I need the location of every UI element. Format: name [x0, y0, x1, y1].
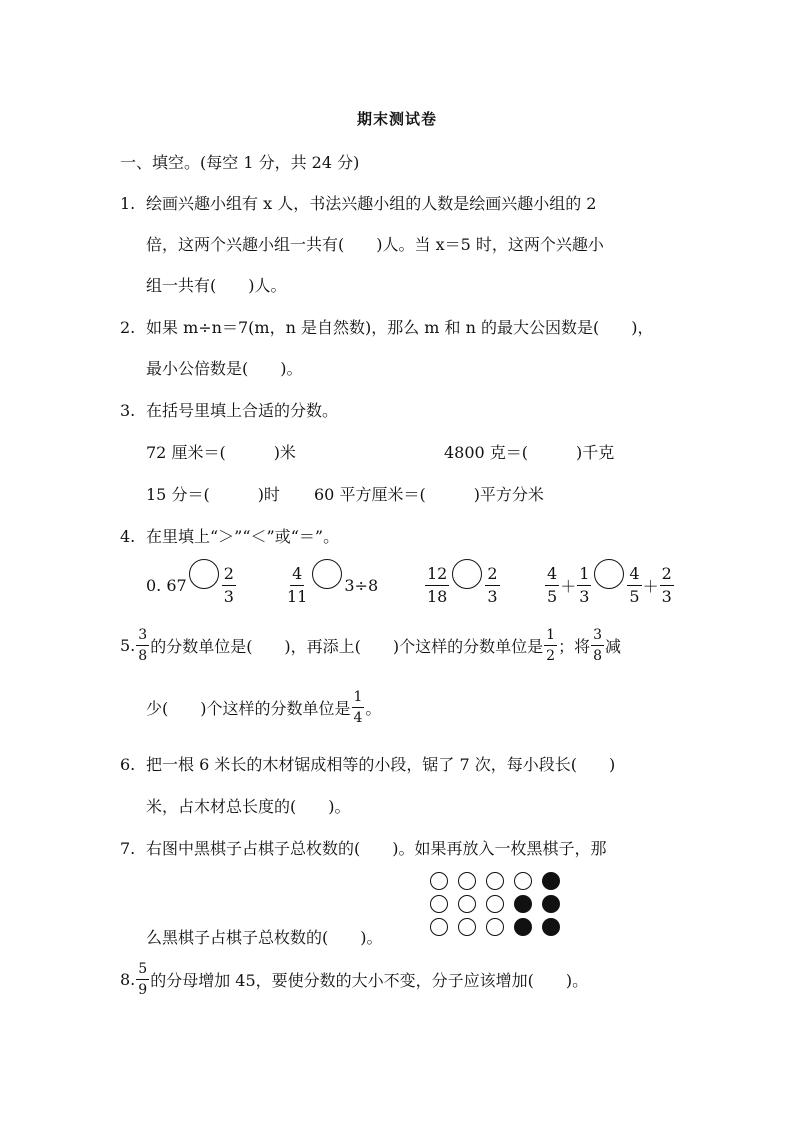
- white-chess-piece: [486, 918, 504, 936]
- section-heading: 一、填空。(每空 1 分，共 24 分): [120, 153, 360, 172]
- chess-pieces-figure: [430, 872, 566, 938]
- black-chess-piece: [514, 918, 532, 936]
- q7-line2: 么黑棋子占棋子总枚数的( )。: [146, 928, 383, 947]
- white-chess-piece: [514, 872, 532, 890]
- q1-text1: 绘画兴趣小组有 x 人，书法兴趣小组的人数是绘画兴趣小组的 2: [146, 194, 597, 213]
- page-title: 期末测试卷: [356, 110, 437, 128]
- black-chess-piece: [514, 895, 532, 913]
- q2-line1: [120, 315, 654, 338]
- fraction: $\frac{4}{11}$: [287, 564, 308, 606]
- fraction: $\frac{5}{9}$: [138, 961, 148, 998]
- q4-expr2-right: 3÷8: [344, 576, 379, 595]
- q3-item-d: 60 平方厘米＝( )平方分米: [314, 485, 544, 504]
- q7-text1: 右图中黑棋子占棋子总枚数的( )。如果再放入一枚黑棋子，那: [146, 839, 607, 858]
- white-chess-piece: [430, 895, 448, 913]
- compare-circle[interactable]: [312, 559, 342, 589]
- fraction: $\frac{4}{5}$: [547, 564, 558, 606]
- q6-text1: 把一根 6 米长的木材锯成相等的小段，锯了 7 次，每小段长( ): [146, 755, 616, 774]
- q5-text3: 减: [605, 637, 622, 656]
- white-chess-piece: [458, 918, 476, 936]
- compare-circle[interactable]: [452, 559, 482, 589]
- white-chess-piece: [486, 872, 504, 890]
- q1-line3: 组一共有( )人。: [146, 276, 287, 295]
- q4-expr3: [424, 566, 501, 605]
- q6-number: 6.: [120, 755, 136, 774]
- q8-text1: 的分母增加 45，要使分数的大小不变，分子应该增加( )。: [150, 971, 589, 990]
- q4-line1: [120, 524, 339, 547]
- q3-number: 3.: [120, 401, 136, 420]
- plus-sign: ＋: [642, 577, 659, 596]
- q4-expr1: [146, 566, 237, 605]
- compare-circle[interactable]: [189, 559, 219, 589]
- q3-item-c: 15 分＝( )时: [146, 485, 280, 504]
- q6-line1: [120, 752, 615, 775]
- q5-line2: [146, 690, 381, 725]
- q1-number: 1.: [120, 194, 136, 213]
- q2-number: 2.: [120, 318, 136, 337]
- q4-expr2: [284, 566, 378, 605]
- fraction: $\frac{2}{3}$: [223, 564, 234, 606]
- q1-line2: 倍，这两个兴趣小组一共有( )人。当 x＝5 时，这两个兴趣小: [146, 235, 604, 254]
- fraction: $\frac{12}{18}$: [427, 564, 448, 606]
- q7-number: 7.: [120, 839, 136, 858]
- q5-line1: [120, 628, 621, 663]
- fraction: $\frac{1}{3}$: [579, 564, 590, 606]
- plus-sign: ＋: [560, 577, 577, 596]
- q4-expr4: [544, 566, 675, 605]
- q2-text1: 如果 m÷n＝7(m，n 是自然数)，那么 m 和 n 的最大公因数是( )，: [146, 318, 654, 337]
- q4-expr1-left: 0. 67: [146, 576, 187, 595]
- q5-text4: 少( )个这样的分数单位是: [146, 699, 351, 718]
- q4-number: 4.: [120, 527, 136, 546]
- q5-text1: 的分数单位是( )，再添上( )个这样的分数单位是: [150, 637, 544, 656]
- black-chess-piece: [542, 895, 560, 913]
- q7-line1: [120, 836, 607, 859]
- q2-line2: 最小公倍数是( )。: [146, 359, 303, 378]
- white-chess-piece: [486, 895, 504, 913]
- q3-text1: 在括号里填上合适的分数。: [146, 401, 339, 420]
- white-chess-piece: [458, 872, 476, 890]
- black-chess-piece: [542, 872, 560, 890]
- q6-line2: 米，占木材总长度的( )。: [146, 797, 351, 816]
- q8-number: 8.: [120, 970, 136, 989]
- black-chess-piece: [542, 918, 560, 936]
- q4-text1: 在里填上“＞”“＜”或“＝”。: [146, 527, 340, 546]
- fraction: $\frac{2}{3}$: [487, 564, 498, 606]
- q5-text2: ；将: [558, 637, 591, 656]
- q3-item-b: 4800 克＝( )千克: [444, 443, 615, 462]
- fraction: $\frac{2}{3}$: [661, 564, 672, 606]
- q5-text5: 。: [365, 699, 382, 718]
- compare-circle[interactable]: [594, 559, 624, 589]
- fraction: $\frac{3}{8}$: [593, 627, 603, 664]
- fraction: $\frac{4}{5}$: [629, 564, 640, 606]
- fraction: $\frac{1}{2}$: [546, 627, 556, 664]
- q3-line1: [120, 398, 338, 421]
- q5-number: 5.: [120, 636, 136, 655]
- q3-item-a: 72 厘米＝( )米: [146, 443, 296, 462]
- white-chess-piece: [430, 918, 448, 936]
- fraction: $\frac{1}{4}$: [353, 689, 363, 726]
- q8-line1: [120, 962, 588, 997]
- white-chess-piece: [458, 895, 476, 913]
- fraction: $\frac{3}{8}$: [138, 627, 148, 664]
- q1-line1: [120, 191, 596, 214]
- white-chess-piece: [430, 872, 448, 890]
